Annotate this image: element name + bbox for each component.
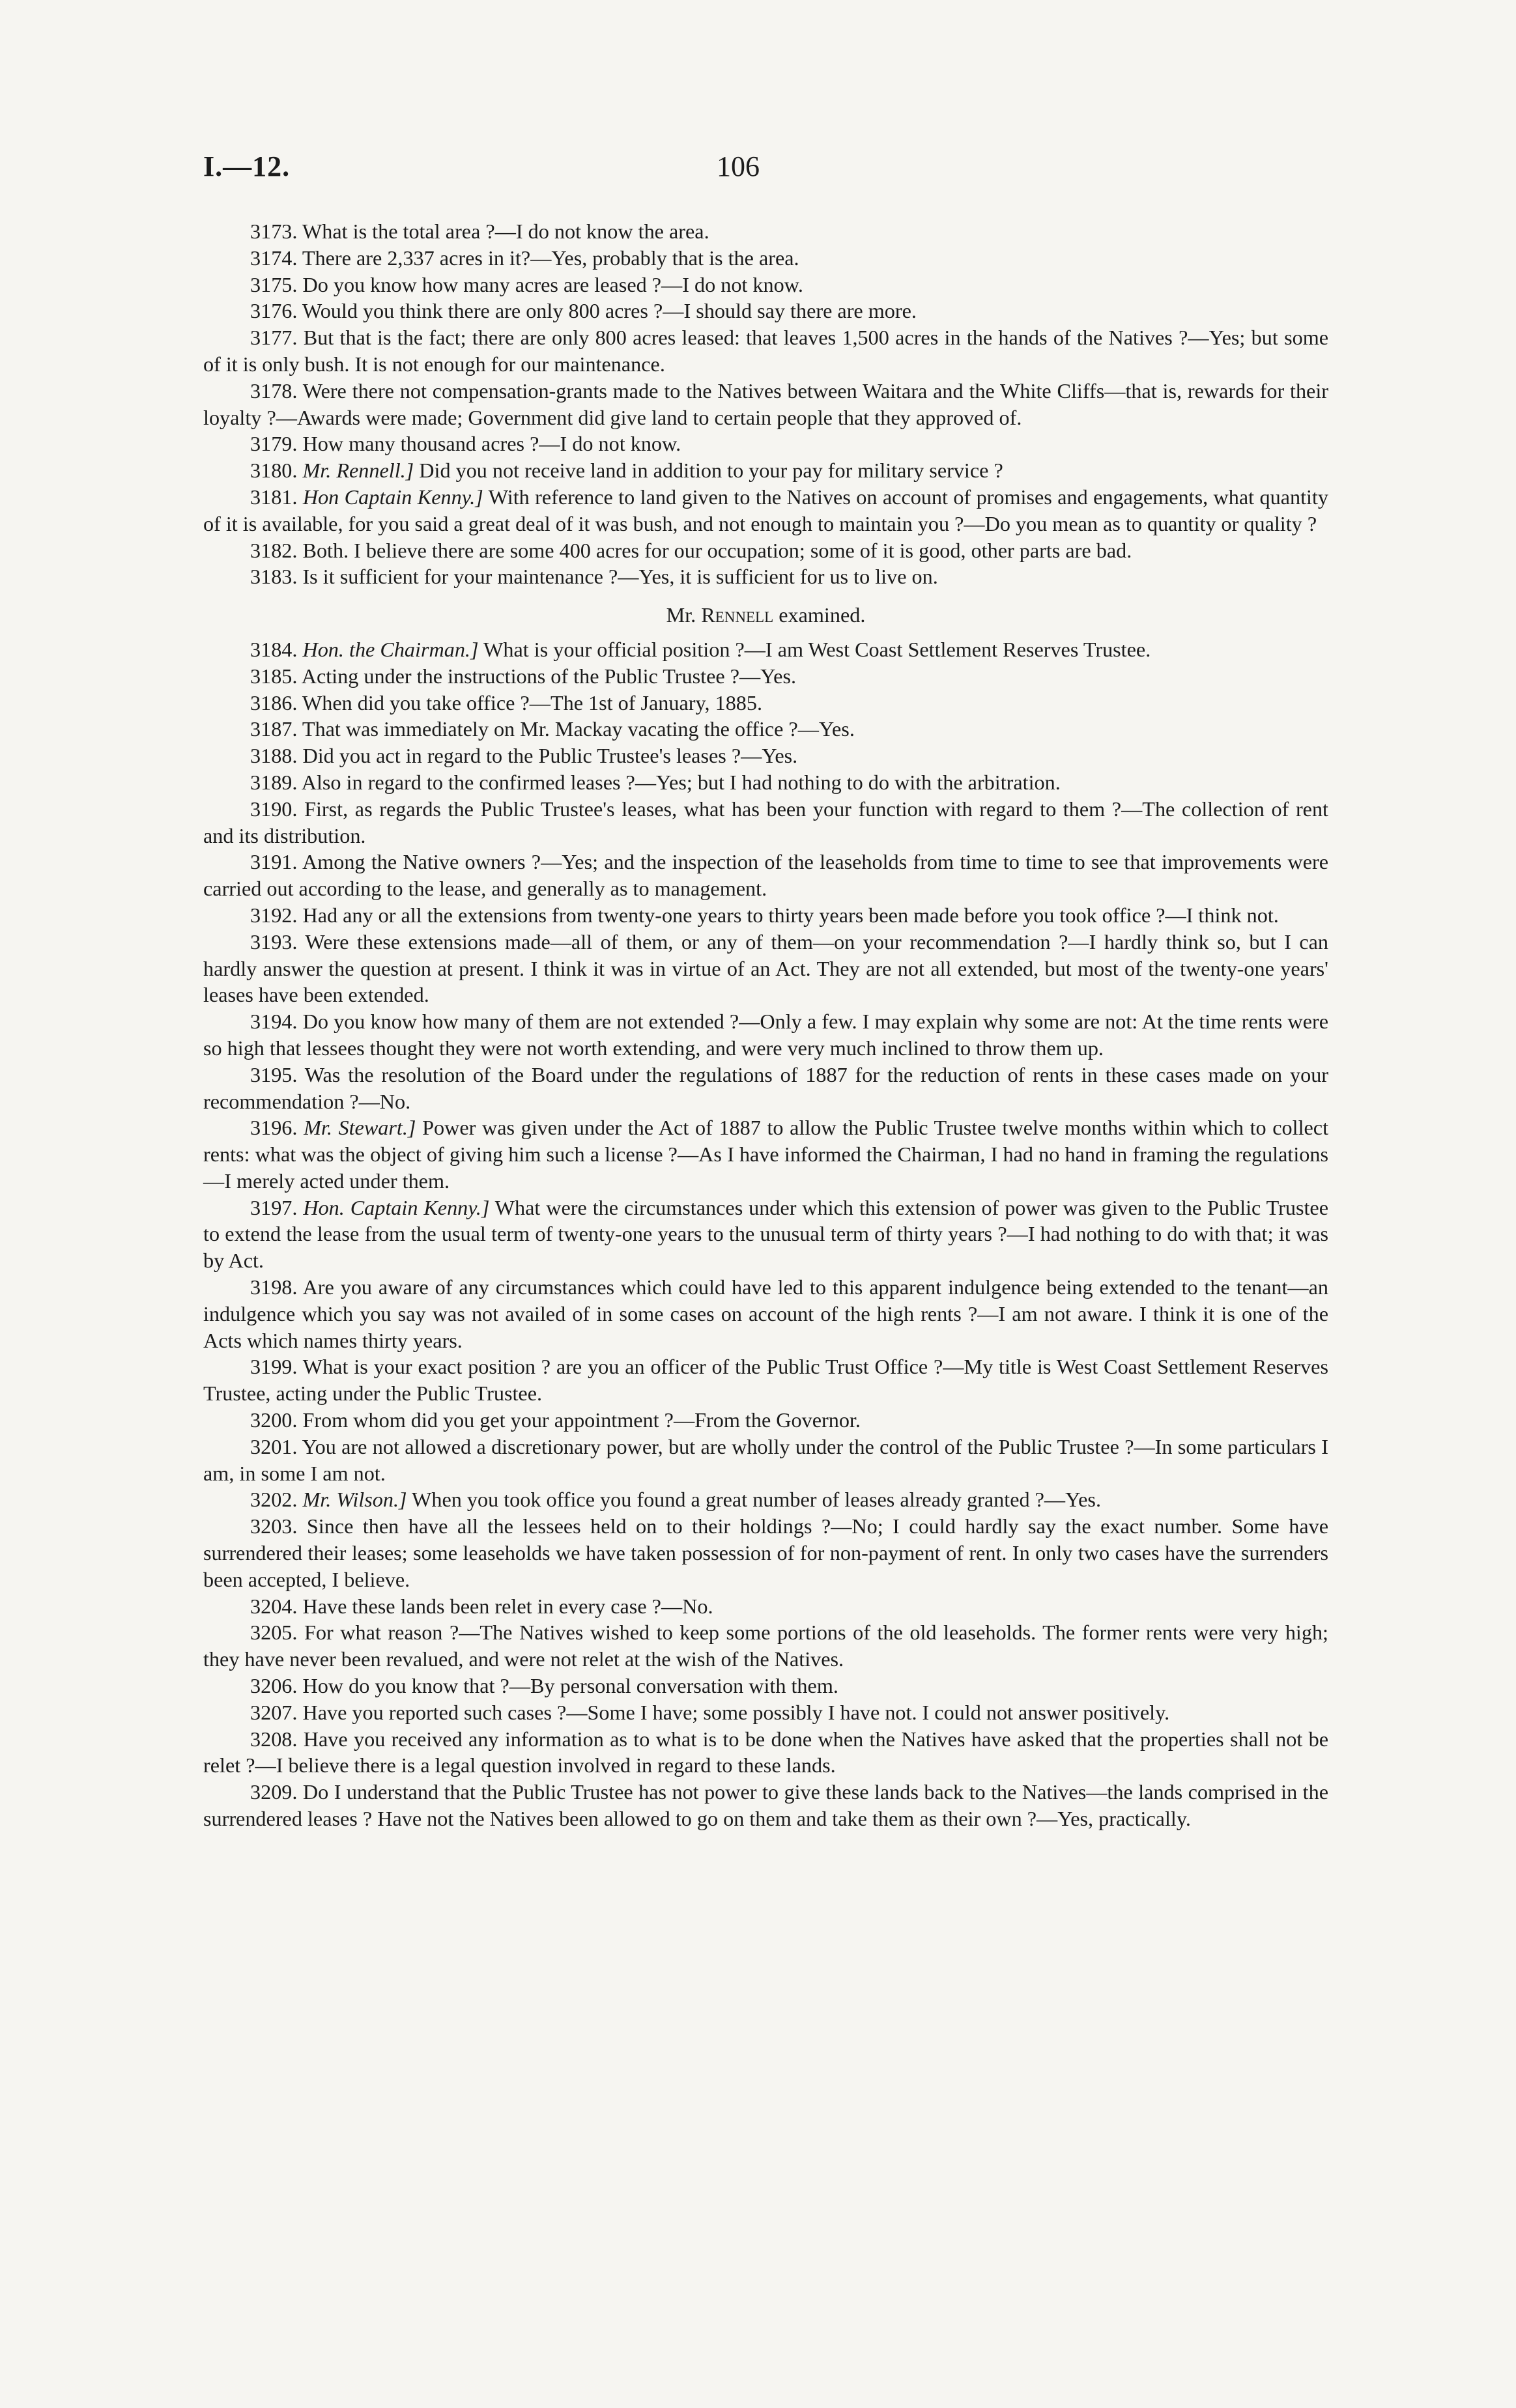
question-number: 3207. — [250, 1700, 298, 1724]
question-text: Also in regard to the confirmed leases ?—Yes; but I had nothing to do with the arbitration. — [301, 770, 1061, 794]
question-number: 3189. — [250, 770, 298, 794]
question-entry — [203, 929, 1328, 1008]
page-header — [0, 150, 1516, 195]
question-entry — [203, 769, 1328, 796]
question-number: 3193. — [250, 929, 298, 954]
page-body — [203, 218, 1328, 1832]
question-number: 3186. — [250, 690, 298, 715]
question-text: Do you know how many of them are not extended ?—Only a few. I may explain why some are not: At the time rents were so high that lessees thought they were not worth extending, and were very much inclined to throw them up. — [203, 1010, 1329, 1060]
question-entry — [203, 1619, 1328, 1673]
questions-before-heading — [203, 218, 1328, 590]
question-number: 3183. — [250, 565, 298, 589]
question-text: Both. I believe there are some 400 acres for our occupation; some of it is good, other parts are bad. — [302, 538, 1132, 562]
question-text: What were the circumstances under which this extension of power was given to the Public Trustee to extend the lease from the usual term of twenty-one years to the unusual term of thirty years ?—I had nothing to do with that; it was by Act. — [203, 1195, 1329, 1273]
question-number: 3185. — [250, 664, 298, 688]
question-entry — [203, 1114, 1328, 1194]
speaker-label: Hon. Captain Kenny.] — [303, 1195, 490, 1219]
speaker-label: Mr. Rennell.] — [302, 459, 414, 483]
question-text: Have you received any information as to what is to be done when the Natives have asked that the properties shall not be relet ?—I believe there is a legal question involved in regard to these lands. — [203, 1727, 1329, 1778]
question-number: 3199. — [250, 1355, 298, 1379]
question-number: 3173. — [250, 220, 298, 243]
question-entry — [203, 663, 1328, 690]
question-text: But that is the fact; there are only 800 acres leased: that leaves 1,500 acres in the hands of the Natives ?—Yes; but some of it is only bush. It is not enough for our maintenance. — [203, 326, 1329, 376]
question-entry — [203, 796, 1328, 849]
question-number: 3209. — [250, 1780, 298, 1804]
question-entry — [203, 1486, 1328, 1513]
question-text: How many thousand acres ?—I do not know. — [302, 432, 681, 456]
question-entry — [203, 537, 1328, 564]
question-entry — [203, 1726, 1328, 1779]
question-entry — [203, 1407, 1328, 1434]
question-text: What is your exact position ? are you an officer of the Public Trust Office ?—My title is West Coast Settlement Reserves Trustee, acting under the Public Trustee. — [203, 1355, 1328, 1406]
question-text: Power was given under the Act of 1887 to allow the Public Trustee twelve months within which to collect rents: what was the object of giving him such a license ?—As I have informed the Chairman, I had no hand in framing the regulations—I merely acted under them. — [203, 1116, 1329, 1193]
question-number: 3174. — [250, 246, 298, 270]
question-text: That was immediately on Mr. Mackay vacating the office ?—Yes. — [302, 717, 855, 741]
question-number: 3187. — [250, 717, 298, 741]
question-entry — [203, 636, 1328, 663]
question-number: 3200. — [250, 1408, 298, 1432]
question-number: 3197. — [250, 1195, 298, 1219]
question-entry — [203, 1008, 1328, 1062]
question-text: Were there not compensation-grants made to the Natives between Waitara and the White Cliffs—that is, rewards for their loyalty ?—Awards were made; Government did give land to certain people that they approved of. — [203, 378, 1328, 429]
question-entry — [203, 272, 1328, 298]
question-entry — [203, 1434, 1328, 1487]
question-entry — [203, 1593, 1328, 1620]
question-entry — [203, 378, 1328, 431]
question-text: When did you take office ?—The 1st of January, 1885. — [302, 690, 763, 715]
question-number: 3179. — [250, 432, 298, 456]
question-entry — [203, 1353, 1328, 1407]
question-entry — [203, 849, 1328, 902]
question-text: Did you act in regard to the Public Trustee's leases ?—Yes. — [302, 744, 798, 768]
question-text: What is the total area ?—I do not know the area. — [302, 220, 709, 243]
question-number: 3176. — [250, 299, 298, 323]
question-text: Among the Native owners ?—Yes; and the inspection of the leaseholds from time to time to see that improvements were carried out according to the lease, and generally as to management. — [203, 850, 1328, 901]
question-entry — [203, 743, 1328, 769]
question-text: Acting under the instructions of the Public Trustee ?—Yes. — [301, 664, 797, 688]
question-entry — [203, 245, 1328, 272]
question-entry — [203, 563, 1328, 590]
question-number: 3182. — [250, 538, 298, 562]
question-text: How do you know that ?—By personal conversation with them. — [302, 1674, 838, 1698]
question-entry — [203, 431, 1328, 457]
question-text: With reference to land given to the Natives on account of promises and engagements, what quantity of it is available, for you said a great deal of it was bush, and not enough to maintain you ?—Do you mean as to quantity or quality ? — [203, 485, 1329, 535]
question-number: 3180. — [250, 459, 298, 483]
question-entry — [203, 716, 1328, 743]
question-entry — [203, 1673, 1328, 1699]
question-entry — [203, 1779, 1328, 1832]
question-text: Are you aware of any circumstances which could have led to this apparent indulgence being extended to the tenant—an indulgence which you say was not availed of in some cases on account of the high rents ?—I am not aware. I think it is one of the Acts which names thirty years. — [203, 1275, 1328, 1352]
question-number: 3177. — [250, 326, 298, 350]
question-entry — [203, 1195, 1328, 1274]
question-entry — [203, 484, 1328, 537]
question-entry — [203, 690, 1328, 716]
speaker-label: Hon. the Chairman.] — [302, 637, 479, 661]
speaker-label: Mr. Stewart.] — [304, 1116, 416, 1140]
question-number: 3194. — [250, 1010, 298, 1034]
question-text: Since then have all the lessees held on to their holdings ?—No; I could hardly say the exact number. Some have surrendered their leases; some leaseholds we have taken possession of for non-payment of rent. In only two cases have the surrenders been accepted, I believe. — [203, 1514, 1328, 1591]
question-text: Was the resolution of the Board under the regulations of 1887 for the reduction of rents in these cases made on your recommendation ?—No. — [203, 1062, 1329, 1113]
question-number: 3205. — [250, 1621, 298, 1645]
question-entry — [203, 324, 1328, 378]
question-number: 3201. — [250, 1434, 298, 1458]
question-entry — [203, 1274, 1328, 1353]
question-number: 3202. — [250, 1488, 298, 1512]
question-text: Would you think there are only 800 acres ?—I should say there are more. — [302, 299, 917, 323]
question-number: 3196. — [250, 1116, 298, 1140]
question-entry — [203, 457, 1328, 484]
question-number: 3175. — [250, 272, 298, 296]
document-reference: I.—12. — [203, 150, 291, 182]
question-entry — [203, 218, 1328, 245]
question-entry — [203, 1513, 1328, 1593]
question-text: Do you know how many acres are leased ?—I do not know. — [302, 272, 803, 296]
question-entry — [203, 298, 1328, 324]
question-number: 3191. — [250, 850, 298, 874]
question-number: 3192. — [250, 903, 298, 927]
questions-after-heading — [203, 636, 1328, 1832]
question-entry — [203, 1699, 1328, 1726]
question-text: What is your official position ?—I am West Coast Settlement Reserves Trustee. — [483, 637, 1151, 661]
question-text: Were these extensions made—all of them, or any of them—on your recommendation ?—I hardly think so, but I can hardly answer the question at present. I think it was in virtue of an Act. They are not all extended, but most of the twenty-one years' leases have been extended. — [203, 929, 1328, 1007]
speaker-label: Mr. Wilson.] — [302, 1488, 407, 1512]
speaker-label: Hon Captain Kenny.] — [302, 485, 483, 509]
question-text: You are not allowed a discretionary power, but are wholly under the control of the Public Trustee ?—In some particulars I am, in some I am not. — [203, 1434, 1329, 1485]
question-text: From whom did you get your appointment ?—From the Governor. — [302, 1408, 861, 1432]
question-text: Had any or all the extensions from twenty-one years to thirty years been made before you took office ?—I think not. — [302, 903, 1279, 927]
page-number: 106 — [717, 150, 760, 182]
question-entry — [203, 902, 1328, 929]
question-text: Have you reported such cases ?—Some I have; some possibly I have not. I could not answer positively. — [302, 1700, 1170, 1724]
question-number: 3195. — [250, 1062, 298, 1086]
question-number: 3198. — [250, 1275, 298, 1299]
question-text: First, as regards the Public Trustee's leases, what has been your function with regard to them ?—The collection of rent and its distribution. — [203, 797, 1328, 847]
question-text: Have these lands been relet in every case ?—No. — [302, 1594, 713, 1618]
question-number: 3188. — [250, 744, 298, 768]
question-number: 3206. — [250, 1674, 298, 1698]
question-text: When you took office you found a great number of leases already granted ?—Yes. — [412, 1488, 1102, 1512]
question-number: 3181. — [250, 485, 298, 509]
question-entry — [203, 1062, 1328, 1115]
question-number: 3184. — [250, 637, 298, 661]
question-text: Did you not receive land in addition to your pay for military service ? — [419, 459, 1003, 483]
question-text: There are 2,337 acres in it?—Yes, probably that is the area. — [302, 246, 799, 270]
question-number: 3178. — [250, 378, 298, 403]
section-heading: Mr. Rennell examined. — [666, 603, 866, 627]
question-number: 3204. — [250, 1594, 298, 1618]
question-text: Do I understand that the Public Trustee has not power to give these lands back to the Natives—the lands comprised in the surrendered leases ? Have not the Natives been allowed to go on them and take them as their own ?—Yes, practically. — [203, 1780, 1328, 1831]
question-number: 3190. — [250, 797, 298, 821]
question-number: 3203. — [250, 1514, 298, 1538]
question-text: Is it sufficient for your maintenance ?—Yes, it is sufficient for us to live on. — [302, 565, 938, 589]
question-text: For what reason ?—The Natives wished to keep some portions of the old leaseholds. The former rents were very high; they have never been revalued, and were not relet at the wish of the Natives. — [203, 1621, 1328, 1671]
question-number: 3208. — [250, 1727, 298, 1751]
witness-name: Rennell — [701, 603, 774, 627]
